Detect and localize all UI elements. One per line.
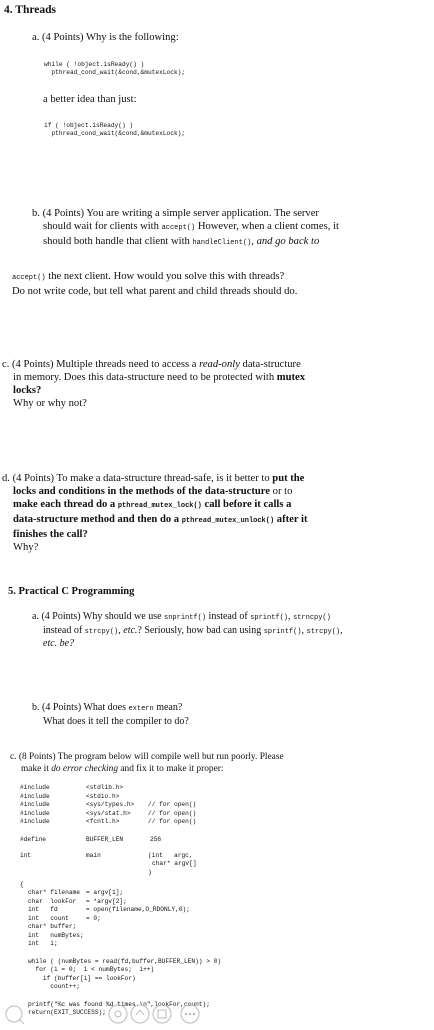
declaration-line: char* filename = argv[1]; (28, 889, 124, 896)
open-brace: { (20, 880, 24, 888)
q4a-code-if: if ( !object.isReady() ) pthread_cond_wait(&cond,&mutexLock); (44, 121, 186, 137)
include-line: #include <stdlib.h> (20, 784, 124, 791)
include-line: #include <stdio.h> (20, 792, 120, 800)
include-lines (20, 784, 221, 827)
declaration-line: char lookFor = *argv[2]; (28, 897, 127, 905)
settings-icon[interactable] (109, 1005, 127, 1023)
include-line: #include <sys/stat.h> // for open() (20, 809, 197, 817)
section-4-title: 4. Threads (4, 4, 56, 16)
q4d-text: d. (4 Points) To make a data-structure thread-safe, is it better to put the locks and conditions in the methods of the data-structure or to make each thread do a pthread_mutex_lock() call before it calls a data-structure method and then do a pthread_mutex_unlock() after it finishes the call? Why? (2, 473, 308, 553)
more-icon[interactable] (181, 1005, 199, 1023)
q4a-mid-text: a better idea than just: (43, 94, 137, 105)
q5c-text: c. (8 Points) The program below will compile well but run poorly. Please make it do error checking and fix it to make it proper: (10, 752, 284, 774)
loop-line: for (i = 0; i < numBytes; i++) (28, 966, 155, 973)
q4b-text: b. (4 Points) You are writing a simple server application. The server should wait for clients with accept() However, when a client comes, it should both handle that client with handleClient(), and go back to (32, 208, 339, 247)
q5a-text: a. (4 Points) Why should we use snprintf() instead of sprintf(), strncpy() instead of strcpy(), etc.? Seriously, how bad can using sprintf(), strcpy(), etc. be? (32, 611, 343, 649)
declarations (20, 889, 221, 949)
share-icon[interactable] (131, 1005, 149, 1023)
section-5-title: 5. Practical C Programming (8, 586, 135, 597)
include-line: #include <fcntl.h> // for open() (20, 818, 197, 825)
search-icon[interactable] (6, 1006, 24, 1024)
declaration-line: int count = 0; (28, 914, 101, 922)
read-loop (20, 958, 221, 992)
footer-toolbar (0, 1000, 434, 1025)
q4b-text-cont: accept() the next client. How would you solve this with threads? Do not write code, but tell what parent and child threads should do. (12, 271, 298, 297)
tail-line: return(EXIT_SUCCESS); (28, 1009, 106, 1016)
loop-line: while ( (numBytes = read(fd,buffer,BUFFER_LEN)) > 0) (28, 957, 222, 965)
q4a-code-while: while ( !object.isReady() ) pthread_cond_wait(&cond,&mutexLock); (44, 60, 186, 76)
q4c-text: c. (4 Points) Multiple threads need to access a read-only data-structure in memory. Does this data-structure need to be protected with mutex locks? Why or why not? (2, 359, 306, 409)
loop-line: count++; (28, 983, 80, 990)
include-line: #include <sys/types.h> // for open() (20, 801, 197, 808)
declaration-line: int numBytes; (28, 931, 84, 939)
q4a-text: a. (4 Points) Why is the following: (32, 32, 179, 43)
loop-line: if (buffer[i] == lookFor) (28, 974, 136, 982)
declaration-line: char* buffer; (28, 923, 77, 930)
declaration-line: int fd = open(filename,O_RDONLY,0); (28, 906, 190, 913)
declaration-line: int i; (28, 940, 58, 947)
program-code (20, 784, 221, 1018)
q5b-text: b. (4 Points) What does extern mean? What does it tell the compiler to do? (32, 702, 189, 727)
define-line: #define BUFFER_LEN 256 (20, 835, 162, 843)
tail-line: printf("%c was found %d times.\n",lookFor,count); (28, 1000, 210, 1008)
page-icon[interactable] (153, 1005, 171, 1023)
main-signature: int main (int argc, char* argv[] ) (20, 851, 197, 876)
